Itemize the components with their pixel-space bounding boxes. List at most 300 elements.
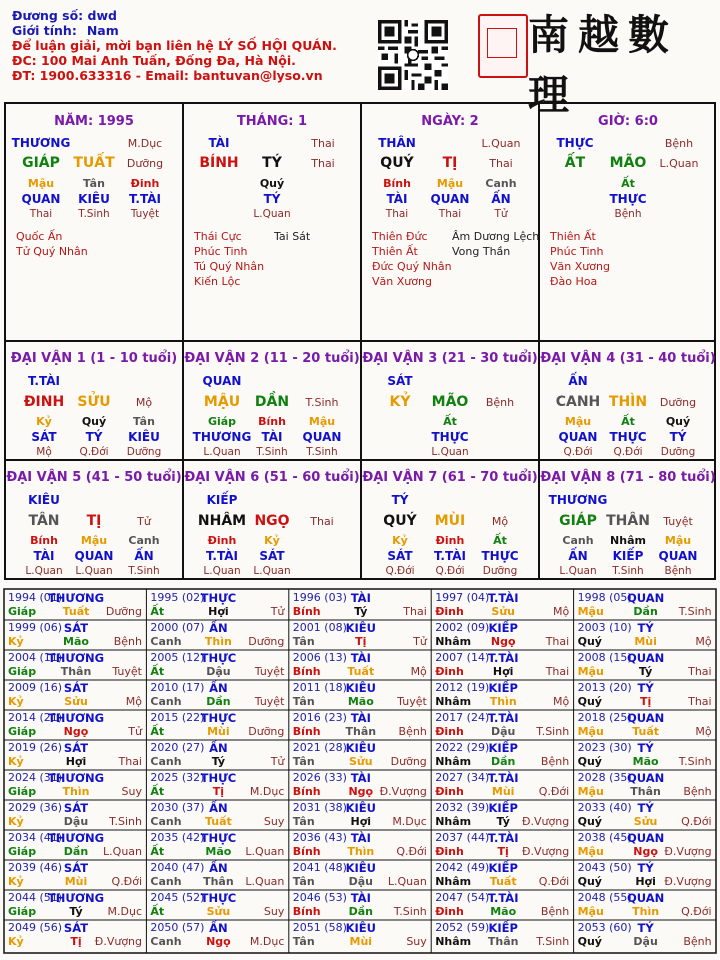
year-label: 2032 (39) <box>435 801 490 814</box>
year-chi: Thân <box>487 935 519 948</box>
year-state: Bệnh <box>683 935 712 948</box>
dv-hidden-state: L.Quan <box>203 446 241 458</box>
year-state: M.Dục <box>249 935 285 948</box>
pillar-chi-state: L.Quan <box>659 157 699 170</box>
year-label: 2045 (52) <box>150 891 205 904</box>
year-can: Ất <box>150 605 165 618</box>
year-label: 1998 (05) <box>577 591 632 604</box>
star-left: Thiên Đức <box>372 230 428 243</box>
hidden-state: Thai <box>29 208 53 220</box>
year-label: 2033 (40) <box>577 801 632 814</box>
year-chi: Dần <box>206 695 231 708</box>
dv-hidden-god: QUAN <box>558 430 598 444</box>
year-can: Nhâm <box>435 875 472 888</box>
year-god: THƯƠNG <box>47 891 105 905</box>
dai-van-god: KIÊU <box>28 493 60 507</box>
year-chi: Thìn <box>489 695 517 708</box>
dai-van-chi: MÃO <box>431 394 469 410</box>
pillar-can: ẤT <box>564 155 586 171</box>
year-label: 2013 (20) <box>577 681 632 694</box>
year-label: 2000 (07) <box>150 621 205 634</box>
year-chi: Tị <box>355 635 367 648</box>
year-can: Đinh <box>435 605 464 618</box>
pillar-chi: TỊ <box>442 155 458 171</box>
year-god: TÀI <box>350 591 371 605</box>
year-label: 2040 (47) <box>150 861 205 874</box>
year-chi: Tị <box>639 695 652 708</box>
year-state: L.Quan <box>245 875 285 888</box>
year-label: 2016 (23) <box>292 711 347 724</box>
pillar-stem-god: THƯƠNG <box>11 136 71 150</box>
year-chi: Ngọ <box>490 635 516 648</box>
year-label: 1995 (02) <box>150 591 205 604</box>
star-left: Thiên Ất <box>372 245 418 258</box>
year-state: T.Sinh <box>678 605 712 618</box>
year-god: TÝ <box>637 681 654 695</box>
year-state: Thai <box>118 755 142 768</box>
year-god: KIÊU <box>345 621 376 635</box>
dai-van-can: CANH <box>555 394 601 410</box>
year-god: SÁT <box>63 681 89 695</box>
dv-hidden-can: Tân <box>133 415 155 428</box>
star-left: Kiến Lộc <box>194 275 241 288</box>
year-chi: Tuất <box>62 605 90 618</box>
hidden-god: QUAN <box>430 192 470 206</box>
dai-van-god: TÝ <box>391 493 409 507</box>
year-state: Mộ <box>125 695 142 708</box>
year-state: Suy <box>263 815 285 828</box>
dv-hidden-can: Nhâm <box>610 534 646 547</box>
year-state: Mộ <box>552 605 570 618</box>
dai-van-chi-state: Thai <box>310 515 334 528</box>
year-god: THƯƠNG <box>47 591 105 605</box>
year-label: 2014 (21) <box>8 711 63 724</box>
dv-hidden-state: Dưỡng <box>660 446 696 458</box>
duong-so-label: Đương số: <box>12 8 84 23</box>
year-god: TÀI <box>350 831 371 845</box>
dv-hidden-god: ẤN <box>134 549 154 563</box>
year-label: 2036 (43) <box>292 831 347 844</box>
year-state: Tử <box>128 725 142 738</box>
year-god: TÝ <box>637 621 654 635</box>
year-chi: Thân <box>630 785 661 798</box>
year-god: KIÊU <box>345 681 376 695</box>
dv-hidden-state: L.Quan <box>431 446 469 458</box>
year-label: 2019 (26) <box>8 741 63 754</box>
year-can: Bính <box>292 905 321 918</box>
year-label: 2026 (33) <box>292 771 347 784</box>
year-label: 2046 (53) <box>292 891 347 904</box>
year-state: T.Sinh <box>536 935 570 948</box>
hidden-god: ẤN <box>491 192 511 206</box>
year-label: 2011 (18) <box>292 681 347 694</box>
star-left: Văn Xương <box>550 260 610 273</box>
year-chi: Thân <box>345 725 377 738</box>
duong-so-value: dwd <box>87 8 117 23</box>
dai-van-chi: THÌN <box>608 394 648 410</box>
year-god: QUAN <box>626 711 665 725</box>
year-god: TÝ <box>637 921 654 935</box>
year-can: Kỷ <box>8 815 24 828</box>
dv-hidden-can: Canh <box>128 534 160 547</box>
year-god: T.TÀI <box>487 651 519 665</box>
dv-hidden-can: Đinh <box>207 534 237 547</box>
phone-email-line: ĐT: 1900.633316 - Email: bantuvan@lyso.vn <box>12 68 323 83</box>
year-label: 2038 (45) <box>577 831 632 844</box>
hidden-state: Tử <box>494 208 508 220</box>
dai-van-can: GIÁP <box>559 513 597 529</box>
year-god: QUAN <box>626 891 665 905</box>
hidden-can: Mậu <box>436 177 464 190</box>
pillar-can: GIÁP <box>22 155 60 171</box>
year-can: Quý <box>577 755 602 768</box>
year-can: Nhâm <box>435 755 472 768</box>
dv-hidden-state: T.Sinh <box>306 446 338 458</box>
year-chi: Tị <box>497 845 509 858</box>
dv-hidden-state: Q.Đới <box>563 446 593 458</box>
dv-hidden-state: Q.Đới <box>435 565 465 577</box>
year-label: 2048 (55) <box>577 891 632 904</box>
star-left: Tử Quý Nhân <box>16 245 88 258</box>
year-state: M.Dục <box>249 785 285 798</box>
dv-hidden-god: SÁT <box>259 549 285 563</box>
year-state: Dưỡng <box>248 635 285 648</box>
year-chi: Thìn <box>347 845 375 858</box>
dv-hidden-state: T.Sinh <box>128 565 160 577</box>
year-chi: Tý <box>211 755 226 768</box>
dv-hidden-god: QUAN <box>658 549 698 563</box>
year-can: Tân <box>292 935 315 948</box>
year-god: KIẾP <box>488 741 518 755</box>
year-chi: Tuất <box>347 665 375 678</box>
pillar-can: BÍNH <box>199 155 239 171</box>
year-label: 2027 (34) <box>435 771 490 784</box>
year-state: Tử <box>270 755 285 768</box>
year-state: Q.Đới <box>111 875 142 888</box>
year-chi: Mùi <box>64 875 88 888</box>
year-chi: Sửu <box>491 605 515 618</box>
dv-hidden-can: Canh <box>562 534 594 547</box>
year-can: Kỷ <box>8 935 24 948</box>
year-can: Bính <box>292 665 321 678</box>
year-can: Ất <box>150 905 165 918</box>
hidden-state: Bệnh <box>614 208 642 220</box>
hidden-god: TÝ <box>263 192 281 206</box>
dai-van-can: NHÂM <box>197 513 247 529</box>
year-god: KIẾP <box>488 801 518 815</box>
year-label: 2024 (31) <box>8 771 63 784</box>
year-state: Q.Đới <box>681 815 712 828</box>
year-label: 2052 (59) <box>435 921 490 934</box>
dv-hidden-can: Kỷ <box>264 534 280 547</box>
hidden-can: Mậu <box>27 177 55 190</box>
year-god: TÝ <box>637 741 654 755</box>
year-can: Giáp <box>8 725 37 738</box>
year-state: Mộ <box>552 695 570 708</box>
year-chi: Hợi <box>350 815 372 828</box>
year-state: L.Quan <box>103 845 142 858</box>
dai-van-god: KIẾP <box>206 493 238 507</box>
dai-van-chi-state: Dưỡng <box>659 396 697 409</box>
hidden-state: Thai <box>438 208 462 220</box>
dv-hidden-can: Giáp <box>207 415 237 428</box>
dv-hidden-state: T.Sinh <box>256 446 288 458</box>
year-chi: Tuất <box>489 875 517 888</box>
year-can: Kỷ <box>8 875 24 888</box>
dv-hidden-can: Bính <box>258 415 286 428</box>
dv-hidden-god: QUAN <box>302 430 342 444</box>
year-state: Tuyệt <box>254 665 285 678</box>
year-label: 2047 (54) <box>435 891 490 904</box>
year-chi: Ngọ <box>206 935 231 948</box>
dai-van-can: KỶ <box>389 394 411 410</box>
year-chi: Tý <box>69 905 83 918</box>
year-chi: Thìn <box>204 635 232 648</box>
pillar-stem-state: L.Quan <box>481 137 521 150</box>
year-god: THỰC <box>200 891 237 905</box>
dai-van-chi-state: Mộ <box>491 515 509 528</box>
year-state: Thai <box>688 665 712 678</box>
year-state: Đ.Vượng <box>664 845 712 858</box>
dai-van-title: ĐẠI VẬN 3 (21 - 30 tuổi) <box>362 351 538 366</box>
year-chi: Mùi <box>207 725 230 738</box>
hidden-can: Canh <box>485 177 517 190</box>
dai-van-god: THƯƠNG <box>548 493 608 507</box>
year-label: 2023 (30) <box>577 741 632 754</box>
year-can: Giáp <box>8 665 37 678</box>
year-label: 2044 (51) <box>8 891 63 904</box>
year-state: T.Sinh <box>393 905 427 918</box>
year-label: 2018 (25) <box>577 711 632 724</box>
dv-hidden-god: THỰC <box>431 430 469 444</box>
year-can: Quý <box>577 695 602 708</box>
year-chi: Mão <box>490 905 517 918</box>
dai-van-can: MẬU <box>203 394 241 410</box>
year-state: Dưỡng <box>248 725 285 738</box>
year-god: ẤN <box>209 621 228 635</box>
dai-van-title: ĐẠI VẬN 5 (41 - 50 tuổi) <box>6 470 182 485</box>
pillar-chi: TÝ <box>262 155 282 171</box>
year-chi: Mão <box>205 845 232 858</box>
year-chi: Dậu <box>490 725 516 738</box>
year-label: 2015 (22) <box>150 711 205 724</box>
dv-hidden-can: Kỷ <box>392 534 408 547</box>
year-chi: Thân <box>203 875 234 888</box>
dv-hidden-can: Quý <box>81 415 107 428</box>
dai-van-god: SÁT <box>387 374 413 388</box>
year-can: Đinh <box>435 665 464 678</box>
year-state: Đ.Vượng <box>521 815 570 828</box>
dv-hidden-god: T.TÀI <box>434 549 466 563</box>
dai-van-title: ĐẠI VẬN 4 (31 - 40 tuổi) <box>540 351 716 366</box>
year-chi: Tị <box>212 785 225 798</box>
year-label: 2001 (08) <box>292 621 347 634</box>
year-label: 2012 (19) <box>435 681 490 694</box>
year-state: T.Sinh <box>536 725 570 738</box>
dv-hidden-god: KIÊU <box>128 430 160 444</box>
year-chi: Dần <box>63 845 89 858</box>
pillar-title: THÁNG: 1 <box>236 114 308 129</box>
pillar-title: NGÀY: 2 <box>421 114 479 129</box>
dv-hidden-can: Ất <box>621 415 635 428</box>
dv-hidden-god: KIẾP <box>612 549 644 563</box>
year-chi: Thìn <box>62 785 90 798</box>
year-chi: Mão <box>632 755 659 768</box>
pillar-can: QUÝ <box>380 155 414 171</box>
year-state: Mộ <box>695 725 712 738</box>
dv-hidden-can: Ất <box>443 415 457 428</box>
year-state: Tuyệt <box>112 665 142 678</box>
year-can: Giáp <box>8 905 37 918</box>
year-state: Đ.Vượng <box>94 935 142 948</box>
year-state: Thai <box>545 665 570 678</box>
year-god: TÀI <box>350 711 371 725</box>
year-can: Đinh <box>435 845 464 858</box>
pillar-title: NĂM: 1995 <box>54 114 134 129</box>
year-can: Tân <box>292 815 315 828</box>
year-chi: Mão <box>63 635 89 648</box>
dv-hidden-state: Q.Đới <box>385 565 415 577</box>
dv-hidden-can: Kỷ <box>36 415 52 428</box>
year-state: Đ.Vượng <box>379 785 427 798</box>
year-chi: Hợi <box>492 665 514 678</box>
year-chi: Sửu <box>64 695 88 708</box>
year-state: Tuyệt <box>397 695 427 708</box>
year-god: T.TÀI <box>487 711 519 725</box>
year-chi: Tý <box>496 815 510 828</box>
year-can: Giáp <box>8 785 37 798</box>
hidden-can: Tân <box>83 177 105 190</box>
year-state: Đ.Vượng <box>521 845 570 858</box>
dai-van-chi: MÙI <box>434 513 466 529</box>
year-god: QUAN <box>626 771 665 785</box>
year-chi: Sửu <box>633 815 658 828</box>
year-god: THỰC <box>200 831 237 845</box>
dv-hidden-god: TÀI <box>33 549 55 563</box>
year-label: 2039 (46) <box>8 861 63 874</box>
dv-hidden-god: THƯƠNG <box>192 430 252 444</box>
year-label: 2003 (10) <box>577 621 632 634</box>
year-god: KIẾP <box>488 681 518 695</box>
year-chi: Dần <box>348 905 373 918</box>
year-label: 2008 (15) <box>577 651 632 664</box>
dv-hidden-can: Đinh <box>435 534 465 547</box>
year-state: Thai <box>403 605 427 618</box>
year-state: Suy <box>406 935 427 948</box>
year-can: Kỷ <box>8 755 24 768</box>
year-chi: Ngọ <box>633 845 658 858</box>
year-chi: Ngọ <box>348 785 374 798</box>
star-right: Âm Dương Lệch <box>452 230 540 243</box>
year-chi: Tị <box>70 935 82 948</box>
year-chi: Hợi <box>208 605 229 618</box>
year-can: Mậu <box>577 665 604 678</box>
address-line: ĐC: 100 Mai Anh Tuấn, Đống Đa, Hà Nội. <box>12 53 296 68</box>
year-state: M.Dục <box>107 905 142 918</box>
year-label: 2042 (49) <box>435 861 490 874</box>
dv-hidden-can: Mậu <box>308 415 336 428</box>
year-can: Đinh <box>435 785 464 798</box>
year-god: KIÊU <box>345 741 376 755</box>
year-can: Bính <box>292 605 321 618</box>
star-left: Thiên Ất <box>550 230 596 243</box>
year-state: Q.Đới <box>538 785 570 798</box>
year-state: Bệnh <box>683 785 712 798</box>
year-god: THỰC <box>200 591 237 605</box>
dai-van-chi-state: Tử <box>137 515 151 528</box>
year-can: Tân <box>292 695 315 708</box>
year-can: Mậu <box>577 605 604 618</box>
gioi-tinh-label: Giới tính: <box>12 23 77 38</box>
dai-van-chi-state: T.Sinh <box>305 396 339 409</box>
year-chi: Thìn <box>632 905 660 918</box>
hidden-state: Thai <box>385 208 409 220</box>
year-chi: Sửu <box>206 905 231 918</box>
year-can: Canh <box>150 815 182 828</box>
year-god: SÁT <box>63 861 89 875</box>
dai-van-chi: THÂN <box>606 513 650 529</box>
year-god: TÝ <box>637 801 654 815</box>
year-label: 2004 (11) <box>8 651 63 664</box>
hidden-can: Bính <box>383 177 411 190</box>
year-state: M.Dục <box>392 815 427 828</box>
year-state: Mộ <box>695 635 712 648</box>
year-can: Canh <box>150 695 182 708</box>
year-god: KIẾP <box>488 861 518 875</box>
pillar-stem-state: Bệnh <box>664 137 694 150</box>
star-left: Đào Hoa <box>550 275 598 288</box>
year-can: Giáp <box>8 845 37 858</box>
star-left: Phúc Tinh <box>194 245 248 258</box>
dv-hidden-god: TÝ <box>85 430 103 444</box>
year-can: Tân <box>292 875 315 888</box>
star-left: Văn Xương <box>372 275 432 288</box>
year-god: KIẾP <box>488 921 518 935</box>
year-state: Tuyệt <box>254 695 285 708</box>
year-can: Nhâm <box>435 815 472 828</box>
year-can: Canh <box>150 935 182 948</box>
year-can: Tân <box>292 755 315 768</box>
year-label: 2041 (48) <box>292 861 347 874</box>
year-label: 2037 (44) <box>435 831 490 844</box>
year-label: 2002 (09) <box>435 621 490 634</box>
pillar-chi-state: Dưỡng <box>126 157 164 170</box>
year-state: Tử <box>270 605 285 618</box>
year-god: THƯƠNG <box>47 831 105 845</box>
dv-hidden-god: SÁT <box>387 549 413 563</box>
year-state: Tử <box>413 635 427 648</box>
hidden-god: QUAN <box>21 192 61 206</box>
year-state: Bệnh <box>540 755 570 768</box>
year-label: 2020 (27) <box>150 741 205 754</box>
year-god: SÁT <box>63 741 89 755</box>
year-label: 2031 (38) <box>292 801 347 814</box>
year-state: T.Sinh <box>678 755 712 768</box>
hidden-god: THỰC <box>609 192 647 206</box>
dai-van-chi-state: Mộ <box>135 396 153 409</box>
year-can: Ất <box>150 725 165 738</box>
year-state: T.Sinh <box>109 815 142 828</box>
year-god: SÁT <box>63 921 89 935</box>
year-can: Canh <box>150 635 182 648</box>
dv-hidden-state: Bệnh <box>664 565 692 577</box>
dv-hidden-state: Q.Đới <box>79 446 109 458</box>
year-chi: Ngọ <box>63 725 89 738</box>
year-label: 1997 (04) <box>435 591 490 604</box>
dv-hidden-god: SÁT <box>31 430 57 444</box>
year-chi: Dậu <box>348 875 373 888</box>
dai-van-can: ĐINH <box>23 394 65 410</box>
